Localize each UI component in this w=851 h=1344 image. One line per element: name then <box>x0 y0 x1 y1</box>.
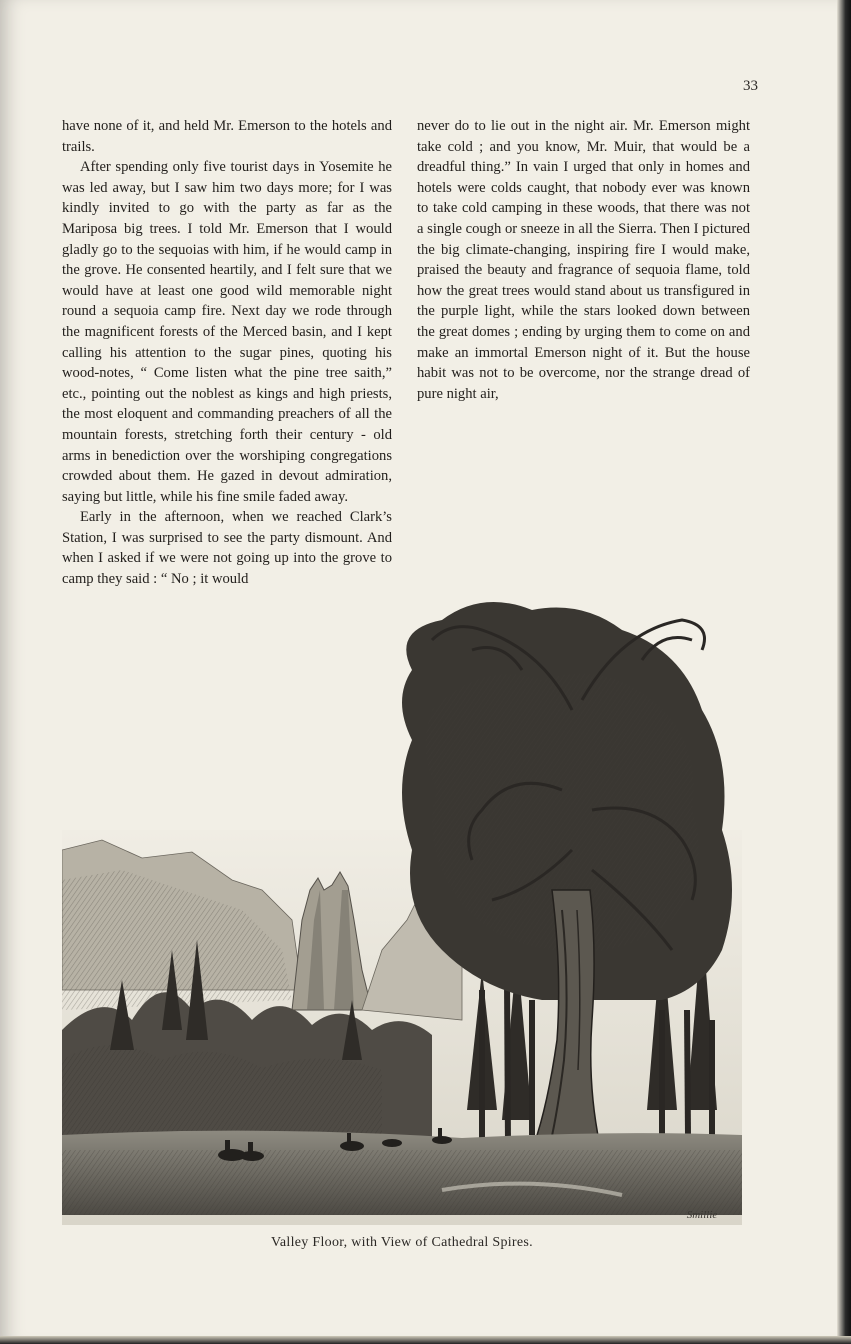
left-column-text <box>62 116 392 590</box>
left-paragraph-2: After spending only five tourist days in Yosemite he was led away, but I saw him two days more; for I was kindly invited to go with the party as far as the Mariposa big trees. I told Mr. Emerson that I would gladly go to the sequoias with him, if he would camp in the grove. He consented heartily, and I felt sure that we would have at least one good wild memorable night round a sequoia camp fire. Next day we rode through the magnificent forests of the Merced basin, and I kept calling his attention to the sugar pines, quoting his wood-notes, “ Come listen what the pine tree saith,” etc., pointing out the noblest as kings and high priests, the most eloquent and commanding preachers of all the mountain forests, stretching forth their century - old arms in benediction over the worshiping congregations crowded about them. He gazed in devout admiration, saying but little, while his fine smile faded away. <box>62 159 392 505</box>
right-column-text <box>417 116 750 404</box>
engraving-illustration <box>62 590 742 1225</box>
engraver-signature: Smillie <box>686 1209 718 1221</box>
page-edge-shadow <box>837 0 851 1344</box>
page-bottom-shadow <box>0 1336 851 1344</box>
left-paragraph-3: Early in the afternoon, when we reached Clark’s Station, I was surprised to see the party dismount. And when I asked if we were not going up into the grove to camp they said : “ No ; it would <box>62 509 392 588</box>
left-paragraph-1: have none of it, and held Mr. Emerson to the hotels and trails. <box>62 118 392 155</box>
right-paragraph: never do to lie out in the night air. Mr. Emerson might take cold ; and you know, Mr. Muir, that would be a dreadful thing.” In vain I urged that only in homes and hotels were colds caught, that nobody ever was known to take cold camping in these woods, that there was not a single cough or sneeze in all the Sierra. Then I pictured the big climate-changing, inspiring fire I would make, praised the beauty and fragrance of sequoia flame, told how the great trees would stand about us transfigured in the purple light, while the stars looked down between the great domes ; ending by urging them to come on and make an immortal Emerson night of it. But the house habit was not to be overcome, nor the strange dread of pure night air, <box>417 118 750 402</box>
page-number: 33 <box>743 78 758 94</box>
illustration-caption: Valley Floor, with View of Cathedral Spires. <box>271 1235 533 1250</box>
